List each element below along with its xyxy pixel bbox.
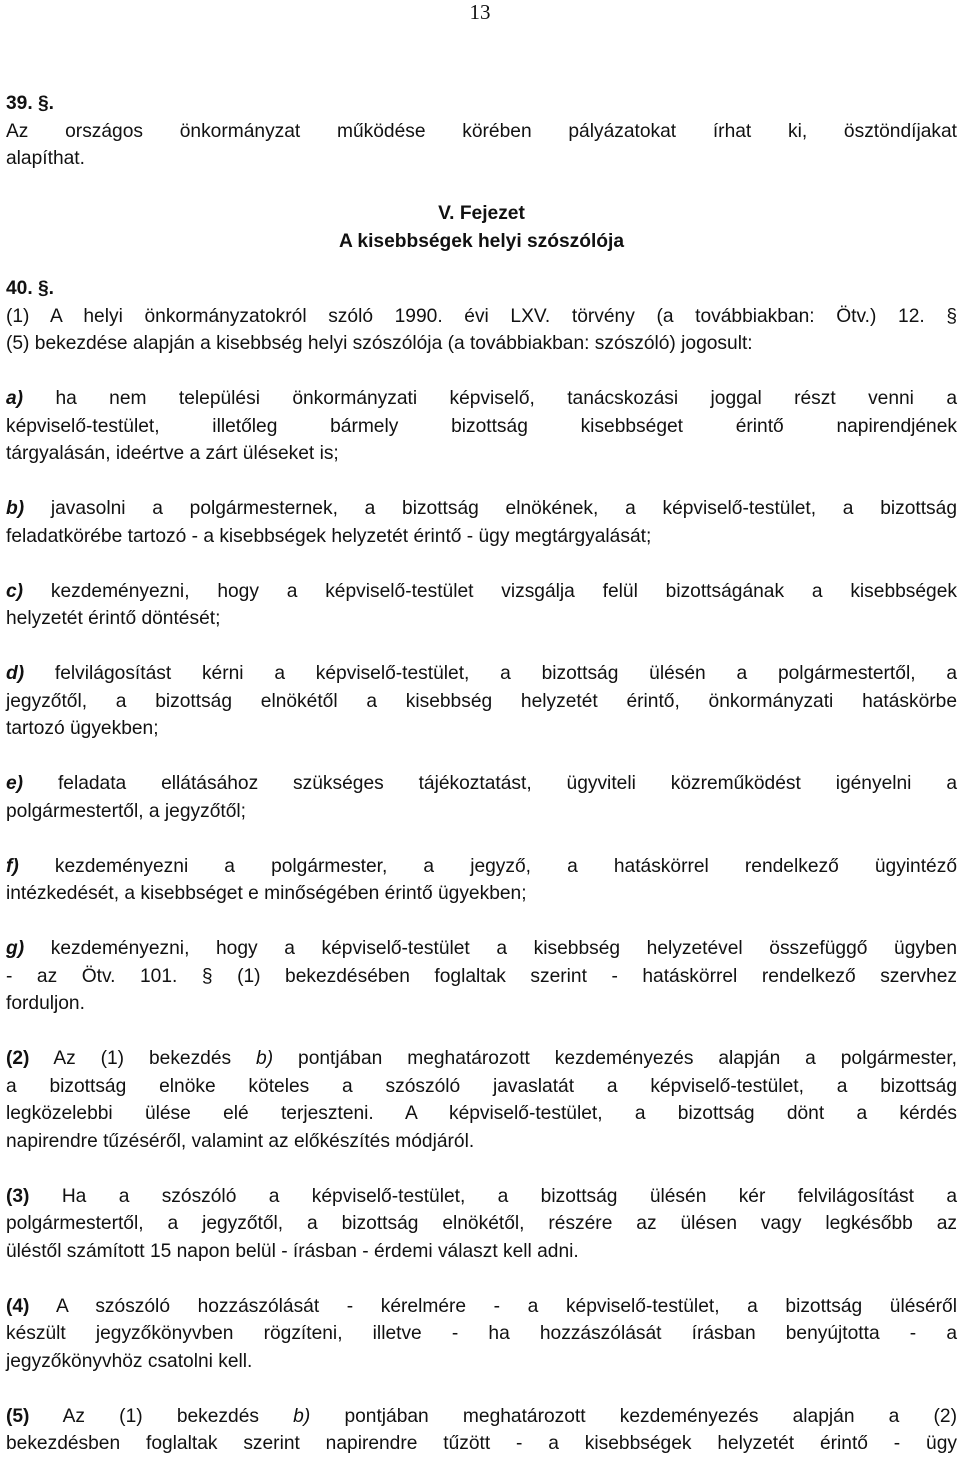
paragraph-2 — [6, 1045, 957, 1155]
paragraph-line: (3) Ha a szószóló a képviselő-testület, a bizottság ülésén kér felvilágosítást a — [6, 1185, 957, 1207]
paragraph-line: c) kezdeményezni, hogy a képviselő-testület vizsgálja felül bizottságának a kisebbségek — [6, 580, 957, 602]
paragraph-line: polgármestertől, a jegyzőtől; — [6, 800, 246, 822]
document-body — [6, 90, 957, 1458]
section-40 — [6, 275, 957, 358]
chapter-heading — [6, 200, 957, 255]
paragraph-line: Az országos önkormányzat működése körében pályázatokat írhat ki, ösztöndíjakat — [6, 120, 957, 142]
paragraph-line: e) feladata ellátásához szükséges tájékoztatást, ügyviteli közreműködést igényelni a — [6, 773, 957, 794]
paragraph-line: tartozó ügyekben; — [6, 718, 159, 739]
list-item-g — [6, 935, 957, 1018]
paragraph-line: - az Ötv. 101. § (1) bekezdésében foglaltak szerint - hatáskörrel rendelkező szervhez — [6, 965, 957, 987]
paragraph-line: intézkedését, a kisebbséget e minőségében érintő ügyekben; — [6, 883, 527, 904]
paragraph-line: (5) bekezdése alapján a kisebbség helyi szószólója (a továbbiakban: szószóló) jogosult: — [6, 333, 753, 354]
paragraph-line: készült jegyzőkönyvben rögzíteni, illetve - ha hozzászólását írásban benyújtotta - a — [6, 1323, 957, 1344]
chapter-number: V. Fejezet — [438, 203, 525, 224]
paragraph-line: napirendre tűzéséről, valamint az előkészítés módjáról. — [6, 1130, 475, 1152]
paragraph-line: (1) A helyi önkormányzatokról szóló 1990. évi LXV. törvény (a továbbiakban: Ötv.) 12. § — [6, 305, 957, 327]
paragraph-line: a) ha nem települési önkormányzati képviselő, tanácskozási joggal részt venni a — [6, 388, 957, 409]
paragraph-line: jegyzőkönyvhöz csatolni kell. — [6, 1350, 253, 1372]
paragraph-line: b) javasolni a polgármesternek, a bizottság elnökének, a képviselő-testület, a bizottság — [6, 498, 957, 519]
section-number: 40. §. — [6, 278, 55, 299]
list-item-a — [6, 385, 957, 468]
paragraph-line: feladatkörébe tartozó - a kisebbségek helyzetét érintő - ügy megtárgyalását; — [6, 525, 652, 547]
paragraph-line: helyzetét érintő döntését; — [6, 608, 221, 629]
paragraph-line: jegyzőtől, a bizottság elnökétől a kisebbség helyzetét érintő, önkormányzati hatáskörbe — [6, 690, 957, 712]
paragraph-line: (4) A szószóló hozzászólását - kérelmére - a képviselő-testület, a bizottság üléséről — [6, 1295, 957, 1317]
paragraph-line: forduljon. — [6, 993, 85, 1014]
paragraph-line: üléstől számított 15 napon belül - írásban - érdemi választ kell adni. — [6, 1240, 579, 1262]
list-item-f — [6, 853, 957, 908]
list-item-b — [6, 495, 957, 550]
paragraph-line: (5) Az (1) bekezdés b) pontjában meghatározott kezdeményezés alapján a (2) — [6, 1405, 957, 1427]
paragraph-line: legközelebbi ülése elé terjeszteni. A képviselő-testület, a bizottság dönt a kérdés — [6, 1103, 957, 1124]
section-39 — [6, 90, 957, 173]
list-item-d — [6, 660, 957, 743]
paragraph-3 — [6, 1183, 957, 1266]
paragraph-line: f) kezdeményezni a polgármester, a jegyző, a hatáskörrel rendelkező ügyintéző — [6, 855, 957, 877]
section-number: 39. §. — [6, 93, 55, 114]
paragraph-line: bekezdésben foglaltak szerint napirendre tűzött - a kisebbségek helyzetét érintő - ügy — [6, 1433, 957, 1454]
paragraph-line: g) kezdeményezni, hogy a képviselő-testület a kisebbség helyzetével összefüggő ügyben — [6, 938, 957, 959]
paragraph-5 — [6, 1403, 957, 1458]
paragraph-line: a bizottság elnöke köteles a szószóló javaslatát a képviselő-testület, a bizottság — [6, 1075, 957, 1097]
chapter-title: A kisebbségek helyi szószólója — [338, 230, 625, 252]
paragraph-4 — [6, 1293, 957, 1376]
paragraph-line: (2) Az (1) bekezdés b) pontjában meghatározott kezdeményezés alapján a polgármester, — [6, 1048, 957, 1069]
paragraph-line: képviselő-testület, illetőleg bármely bizottság kisebbséget érintő napirendjének — [6, 415, 957, 437]
list-item-c — [6, 578, 957, 633]
page-number: 13 — [469, 0, 491, 24]
list-item-e — [6, 770, 957, 825]
paragraph-line: d) felvilágosítást kérni a képviselő-testület, a bizottság ülésén a polgármestertől, a — [6, 663, 957, 684]
paragraph-line: tárgyalásán, ideértve a zárt üléseket is; — [6, 443, 339, 464]
paragraph-line: polgármestertől, a jegyzőtől, a bizottság elnökétől, részére az ülésen vagy legkésőbb az — [6, 1213, 957, 1234]
paragraph-line: alapíthat. — [6, 148, 85, 169]
